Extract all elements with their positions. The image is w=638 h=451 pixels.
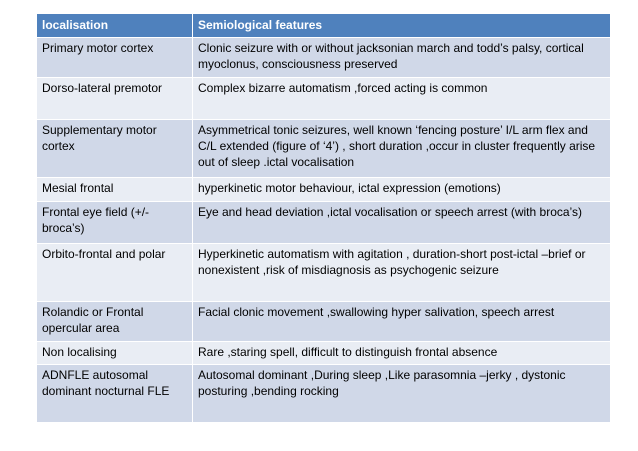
cell-localisation: Mesial frontal [37,178,193,202]
cell-localisation: Dorso-lateral premotor [37,78,193,120]
table-row [37,38,611,78]
header-row [37,14,611,38]
semiology-table [36,13,611,423]
table-row [37,120,611,178]
table-row [37,365,611,423]
cell-localisation: Primary motor cortex [37,38,193,78]
cell-localisation: Frontal eye field (+/- broca’s) [37,202,193,244]
table-row [37,78,611,120]
table-row [37,342,611,365]
cell-features: Asymmetrical tonic seizures, well known ‘fencing posture’ I/L arm flex and C/L extended (figure of ‘4’) , short duration ,occur in cluster frequently arise out of sleep .ictal vocalisation [193,120,611,178]
cell-features: Eye and head deviation ,ictal vocalisation or speech arrest (with broca’s) [193,202,611,244]
cell-features: Facial clonic movement ,swallowing hyper salivation, speech arrest [193,302,611,342]
header-semiological-features: Semiological features [193,14,611,38]
cell-features: Autosomal dominant ,During sleep ,Like parasomnia –jerky , dystonic posturing ,bending rocking [193,365,611,423]
cell-localisation: Rolandic or Frontal opercular area [37,302,193,342]
cell-localisation: Supplementary motor cortex [37,120,193,178]
cell-features: Clonic seizure with or without jacksonian march and todd’s palsy, cortical myoclonus, consciousness preserved [193,38,611,78]
cell-localisation: ADNFLE autosomal dominant nocturnal FLE [37,365,193,423]
table-row [37,244,611,302]
header-localisation: localisation [37,14,193,38]
cell-features: Rare ,staring spell, difficult to distinguish frontal absence [193,342,611,365]
cell-features: Complex bizarre automatism ,forced acting is common [193,78,611,120]
table-row [37,302,611,342]
cell-localisation: Non localising [37,342,193,365]
table-row [37,202,611,244]
cell-features: hyperkinetic motor behaviour, ictal expression (emotions) [193,178,611,202]
cell-localisation: Orbito-frontal and polar [37,244,193,302]
table-row [37,178,611,202]
cell-features: Hyperkinetic automatism with agitation , duration-short post-ictal –brief or nonexistent ,risk of misdiagnosis as psychogenic seizure [193,244,611,302]
